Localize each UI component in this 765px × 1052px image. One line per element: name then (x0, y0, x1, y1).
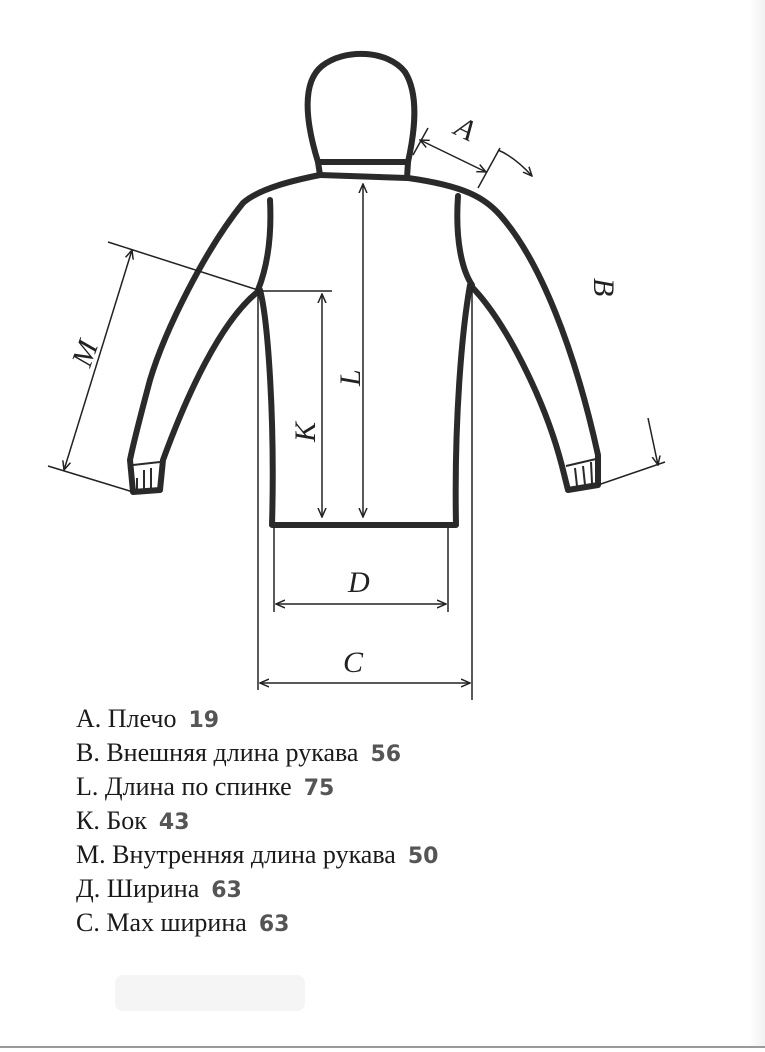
label-C: C (343, 646, 364, 679)
page-bottom-edge (0, 1046, 765, 1048)
measurement-legend (76, 702, 438, 940)
label-L: L (334, 369, 367, 386)
legend-value: 43 (158, 810, 190, 835)
legend-item-outer-sleeve: В. Внешняя длина рукава 56 (76, 738, 402, 767)
legend-item-shoulder: А. Плечо 19 (76, 704, 220, 733)
legend-item-width: Д. Ширина 63 (76, 874, 242, 903)
label-K: K (289, 421, 322, 442)
label-B: B (587, 278, 620, 297)
legend-value: 19 (188, 708, 220, 733)
legend-value: 63 (211, 878, 242, 903)
legend-value: 50 (407, 844, 439, 869)
collar (318, 162, 408, 178)
legend-value: 75 (303, 776, 335, 801)
faded-stamp (115, 975, 305, 1011)
label-M: M (65, 336, 106, 371)
legend-item-max-width: С. Мах ширина 63 (76, 908, 290, 937)
hood (308, 54, 415, 162)
legend-item-side: К. Бок 43 (76, 806, 190, 835)
legend-value: 63 (258, 912, 290, 937)
legend-item-back-length: L. Длина по спинке 75 (76, 772, 335, 801)
left-armhole (258, 200, 270, 290)
label-D: D (348, 566, 370, 599)
legend-value: 56 (370, 742, 402, 767)
label-A: A (449, 110, 481, 148)
body-outline (130, 175, 598, 525)
right-armhole (457, 196, 472, 285)
garment-outline (130, 54, 598, 525)
page-edge-shadow (749, 0, 765, 1046)
cuff-details (133, 459, 596, 490)
legend-item-inner-sleeve: М. Внутренняя длина рукава 50 (76, 840, 439, 869)
